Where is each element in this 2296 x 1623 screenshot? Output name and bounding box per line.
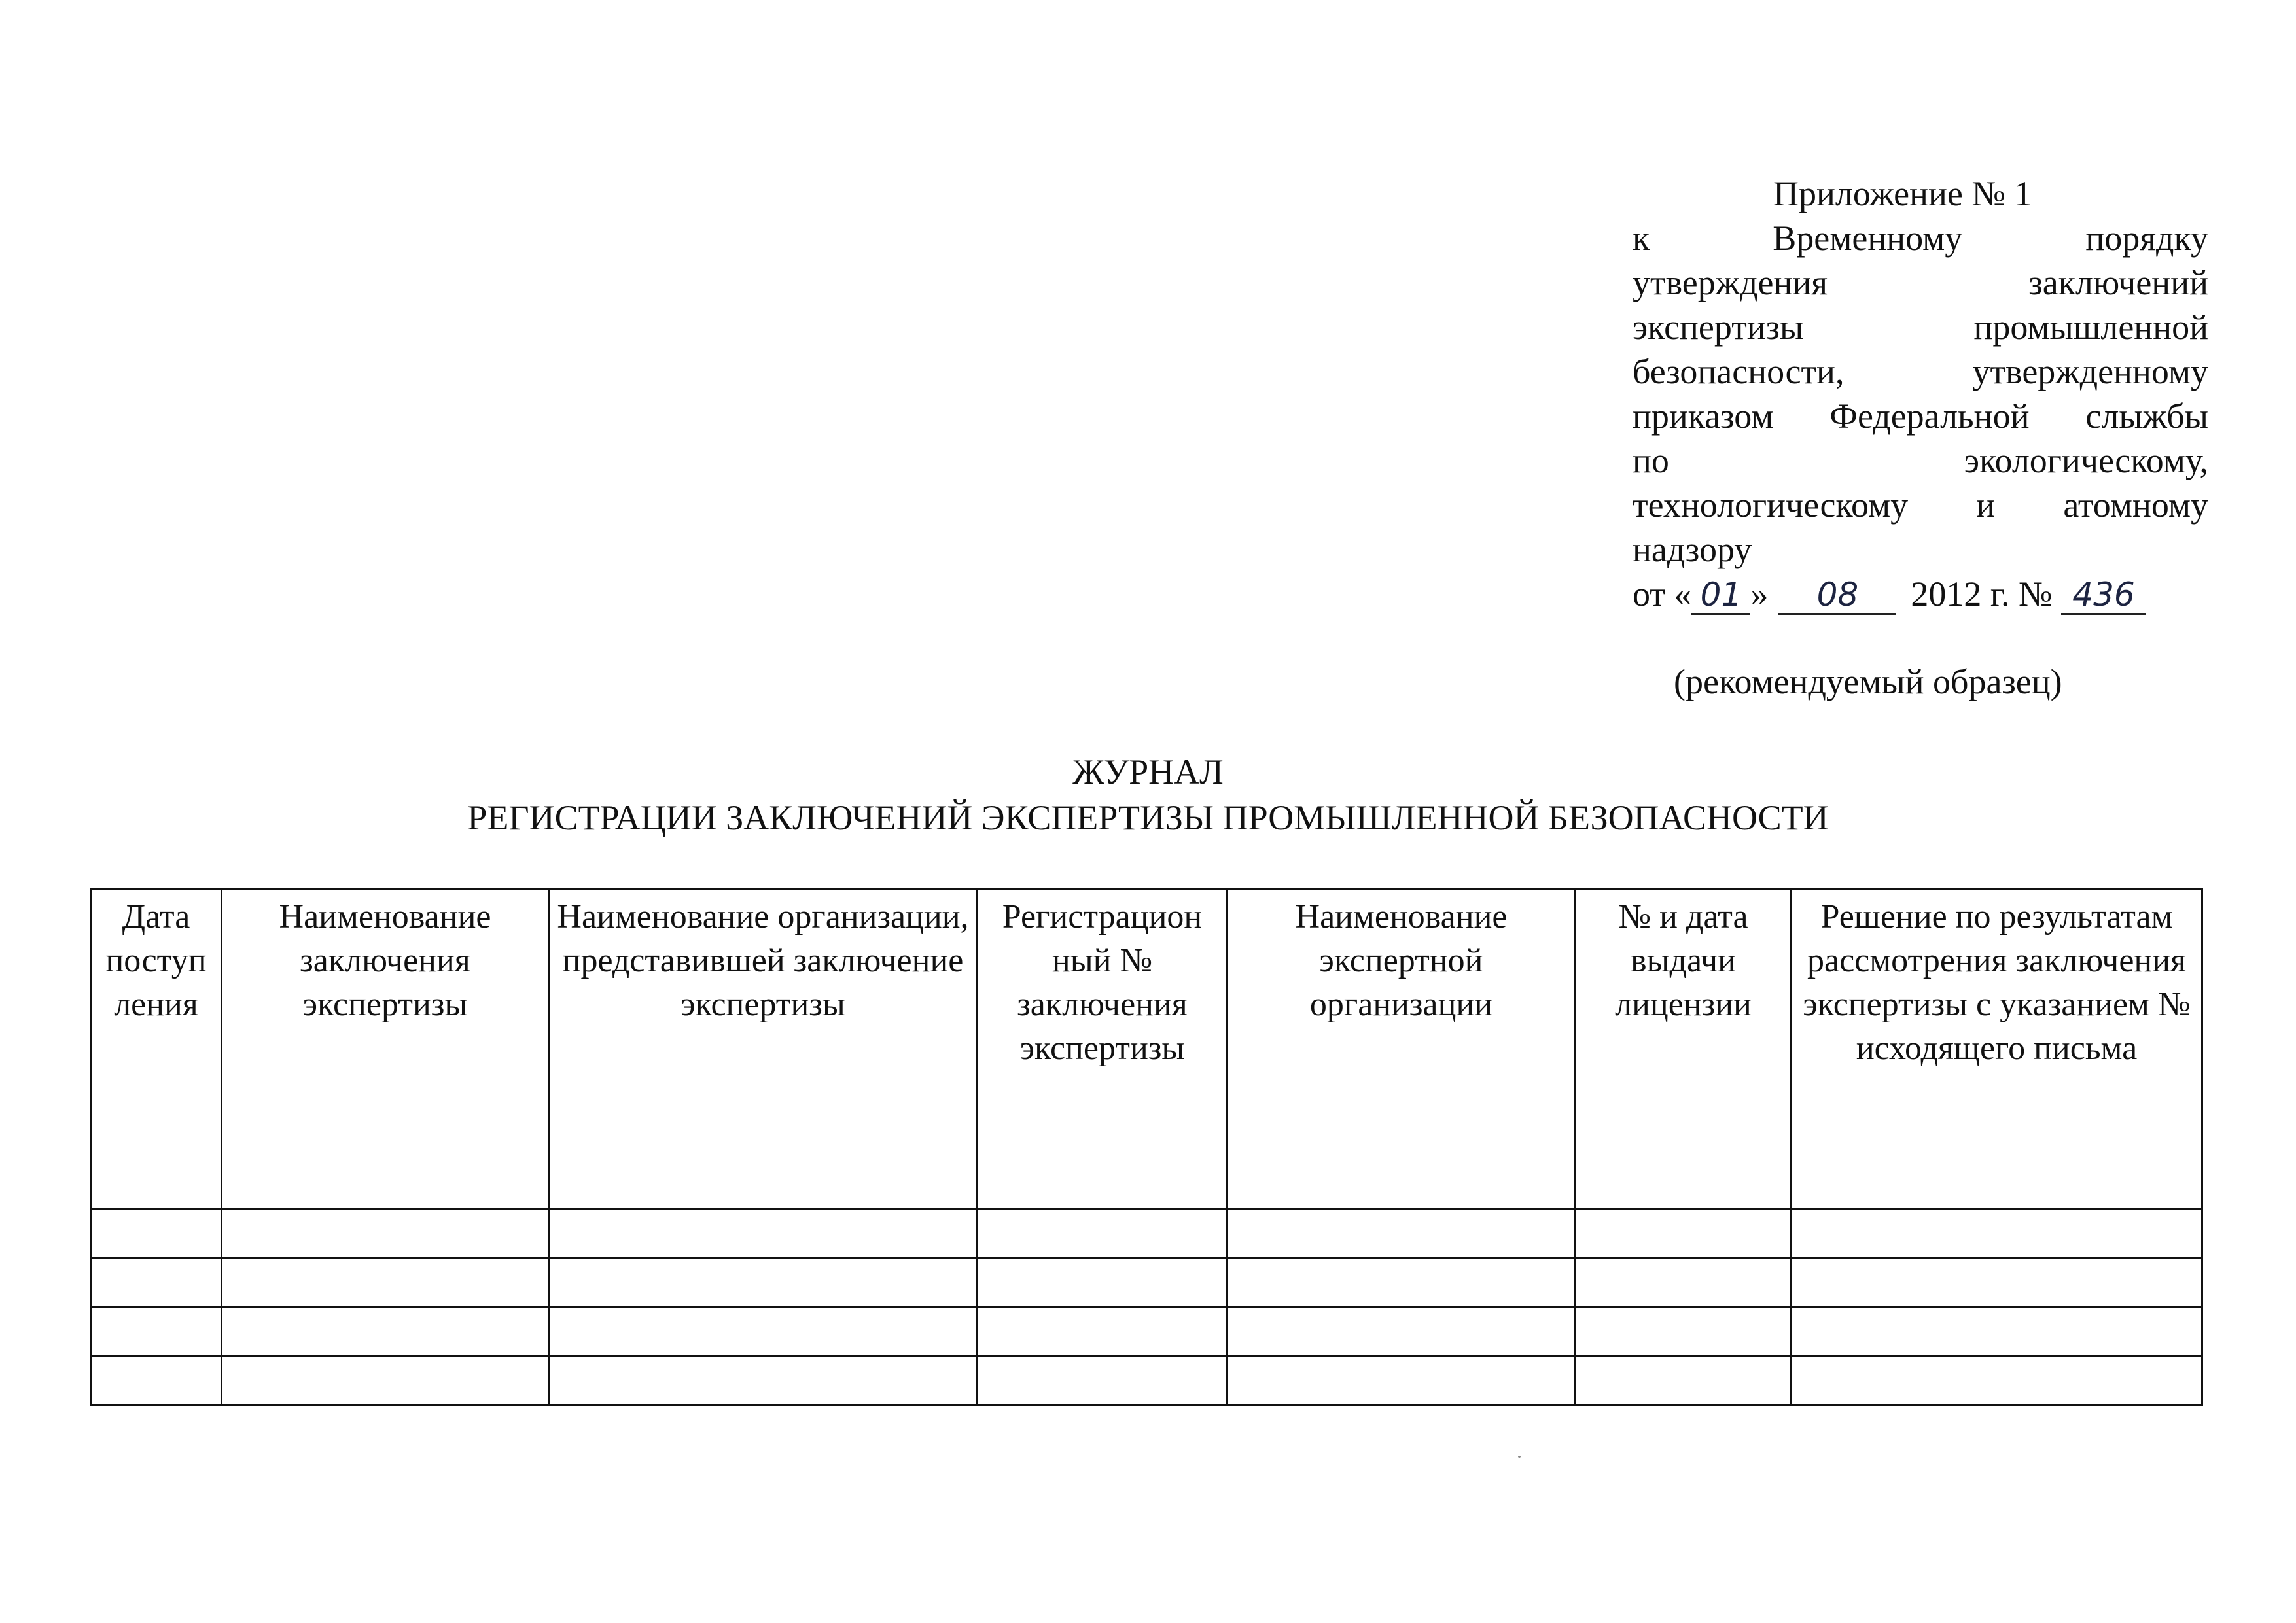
table-cell: [1792, 1307, 2202, 1356]
table-cell: [1792, 1209, 2202, 1258]
table-cell: [1576, 1209, 1792, 1258]
column-header-date: Дата поступ ления: [91, 889, 222, 1209]
registration-table: [90, 888, 2203, 1406]
column-header-decision: Решение по результатам рассмотрения заключения экспертизы с указанием № исходящего письма: [1792, 889, 2202, 1209]
column-header-license: № и дата выдачи лицензии: [1576, 889, 1792, 1209]
table-cell: [1792, 1356, 2202, 1405]
appendix-line: по экологическому,: [1633, 441, 2208, 480]
table-cell: [978, 1209, 1227, 1258]
table-cell: [978, 1258, 1227, 1307]
table-cell: [91, 1307, 222, 1356]
column-header-registration-number: Регистрацион ный № заключения экспертизы: [978, 889, 1227, 1209]
table-cell: [1227, 1356, 1576, 1405]
appendix-title: Приложение № 1: [1773, 174, 2032, 213]
appendix-line: безопасности, утвержденному: [1633, 352, 2208, 391]
recommended-sample-note: (рекомендуемый образец): [1674, 662, 2062, 701]
column-header-conclusion-name: Наименование заключения экспертизы: [222, 889, 549, 1209]
table-cell: [1227, 1258, 1576, 1307]
journal-title: ЖУРНАЛ: [1072, 752, 1224, 792]
appendix-block: [1633, 171, 2208, 616]
order-month-handwritten: 08: [1778, 576, 1896, 615]
column-header-expert-organization: Наименование экспертной организации: [1227, 889, 1576, 1209]
table-row: [91, 1258, 2202, 1307]
table-row: [91, 1209, 2202, 1258]
order-date-line: [1633, 572, 2208, 616]
table-cell: [978, 1307, 1227, 1356]
table-cell: [1227, 1307, 1576, 1356]
table-cell: [91, 1258, 222, 1307]
journal-subtitle: РЕГИСТРАЦИИ ЗАКЛЮЧЕНИЙ ЭКСПЕРТИЗЫ ПРОМЫШЛЕННОЙ БЕЗОПАСНОСТИ: [467, 798, 1829, 837]
table-cell: [549, 1307, 978, 1356]
journal-heading: [0, 749, 2296, 841]
column-header-submitting-organization: Наименование организации, представившей заключение экспертизы: [549, 889, 978, 1209]
order-year-text: 2012 г. №: [1911, 574, 2053, 614]
table-cell: [222, 1258, 549, 1307]
table-cell: [978, 1356, 1227, 1405]
table-cell: [222, 1307, 549, 1356]
table-row: [91, 1356, 2202, 1405]
table-cell: [1227, 1209, 1576, 1258]
table-cell: [549, 1258, 978, 1307]
order-quote-close: »: [1750, 574, 1769, 614]
table-cell: [91, 1209, 222, 1258]
order-day-handwritten: 01: [1691, 576, 1750, 615]
appendix-line: к Временному порядку: [1633, 218, 2208, 258]
table-header-row: [91, 889, 2202, 1209]
table-cell: [1792, 1258, 2202, 1307]
appendix-last-line: надзору: [1633, 530, 1752, 569]
table-row: [91, 1307, 2202, 1356]
table-cell: [1576, 1356, 1792, 1405]
table-cell: [549, 1209, 978, 1258]
table-cell: [222, 1356, 549, 1405]
table-cell: [222, 1209, 549, 1258]
order-prefix: от «: [1633, 574, 1692, 614]
appendix-line: технологическому и атомному: [1633, 485, 2208, 525]
appendix-line: приказом Федеральной слыжбы: [1633, 396, 2208, 436]
table-cell: [549, 1356, 978, 1405]
appendix-line: экспертизы промышленной: [1633, 307, 2208, 347]
scan-speck: [1518, 1456, 1521, 1458]
table-cell: [91, 1356, 222, 1405]
appendix-line: утверждения заключений: [1633, 263, 2208, 302]
table-cell: [1576, 1307, 1792, 1356]
table-cell: [1576, 1258, 1792, 1307]
order-number-handwritten: 436: [2061, 576, 2146, 615]
